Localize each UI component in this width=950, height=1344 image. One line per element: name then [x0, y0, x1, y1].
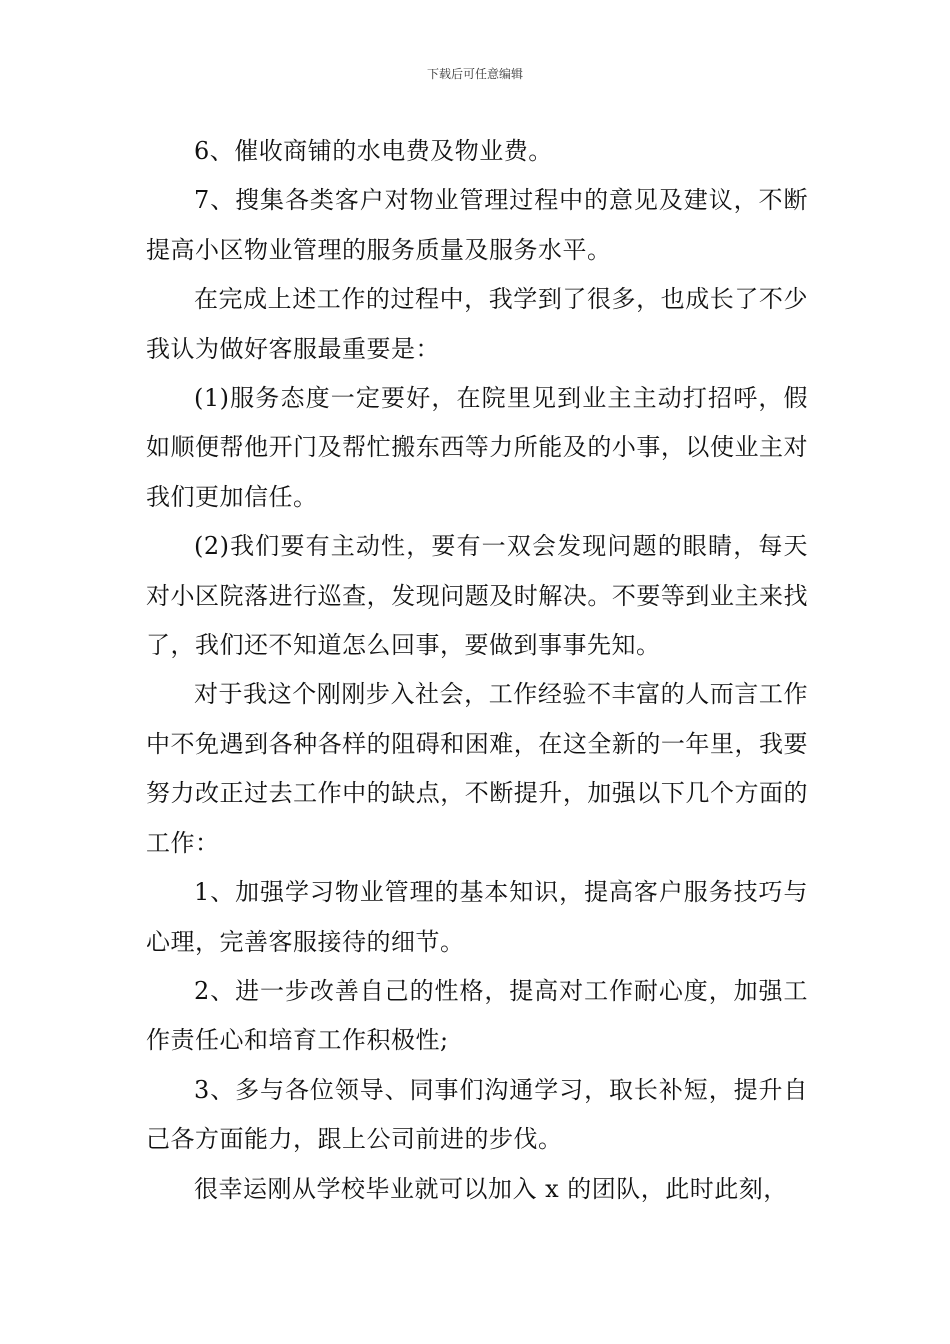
paragraph-plan-intro: 对于我这个刚刚步入社会，工作经验不丰富的人而言工作中不免遇到各种各样的阻碍和困难，在这全新的一年里，我要努力改正过去工作中的缺点，不断提升，加强以下几个方面的工作： — [146, 680, 808, 857]
paragraph-point-2: (2)我们要有主动性，要有一双会发现问题的眼睛，每天对小区院落进行巡查，发现问题及时解决。不要等到业主来找了，我们还不知道怎么回事，要做到事事先知。 — [146, 532, 808, 660]
page-header-note: 下载后可任意编辑 — [426, 67, 523, 81]
paragraph-plan-1: 1、加强学习物业管理的基本知识，提高客户服务技巧与心理，完善客服接待的细节。 — [146, 878, 808, 956]
paragraph-plan-2: 2、进一步改善自己的性格，提高对工作耐心度，加强工作责任心和培育工作积极性; — [146, 976, 808, 1055]
paragraph-summary: 在完成上述工作的过程中，我学到了很多，也成长了不少我认为做好客服最重要是： — [146, 285, 808, 363]
paragraph-closing: 很幸运刚从学校毕业就可以加入 x 的团队，此时此刻， — [194, 1174, 788, 1203]
paragraph-item-6: 6、催收商铺的水电费及物业费。 — [194, 137, 553, 165]
document-body — [146, 127, 808, 1214]
paragraph-point-1: (1)服务态度一定要好，在院里见到业主主动打招呼，假如顺便帮他开门及帮忙搬东西等力所能及的小事，以使业主对我们更加信任。 — [146, 384, 808, 511]
paragraph-plan-3: 3、多与各位领导、同事们沟通学习，取长补短，提升自己各方面能力，跟上公司前进的步伐。 — [146, 1075, 808, 1154]
paragraph-item-7: 7、搜集各类客户对物业管理过程中的意见及建议，不断提高小区物业管理的服务质量及服务水平。 — [146, 186, 808, 264]
